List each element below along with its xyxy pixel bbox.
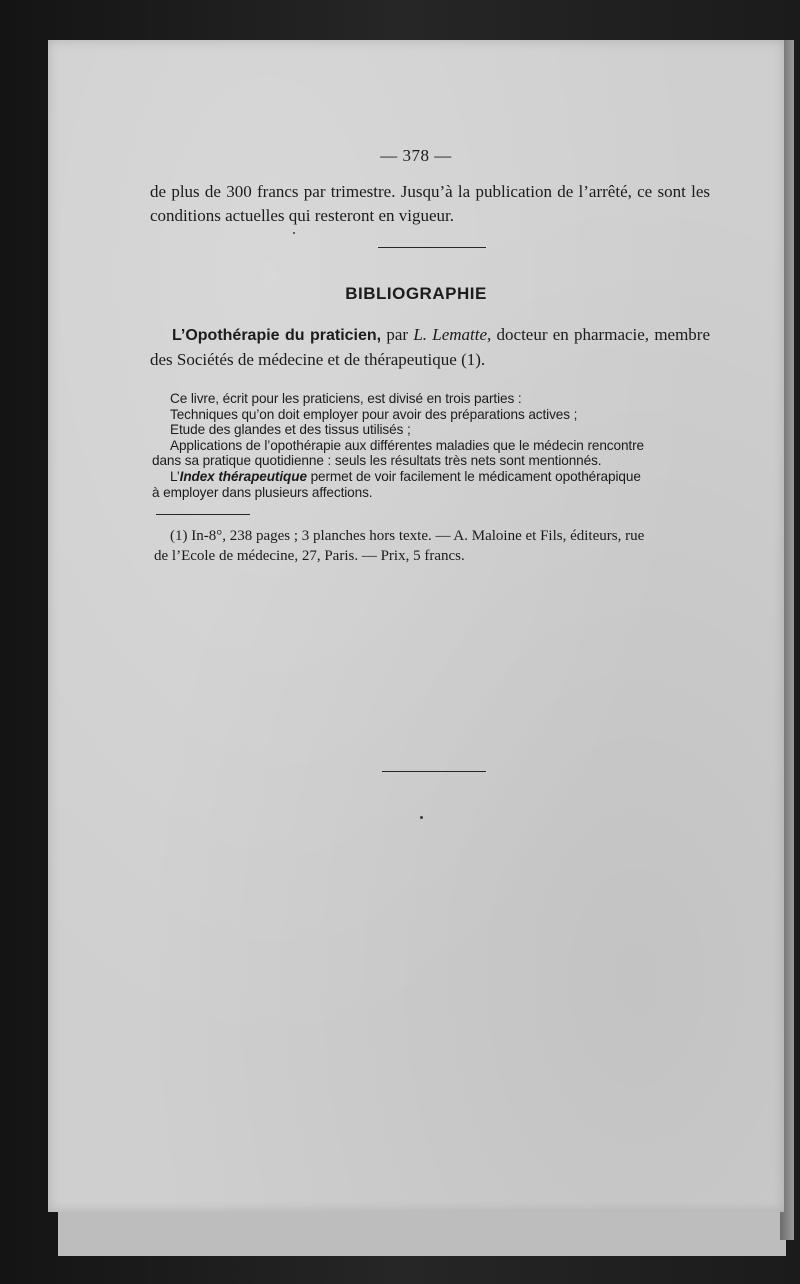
entry-by: par xyxy=(381,325,414,344)
book-title: L’Opothérapie du praticien, xyxy=(172,327,382,344)
paper-speck xyxy=(420,816,423,819)
continuation-line-2: sont les conditions actuelles qui resteront en vigueur. xyxy=(150,182,711,225)
document-page xyxy=(48,40,784,1212)
page-number: — 378 — xyxy=(380,146,452,165)
footnote-line-2: de l’Ecole de médecine, 27, Paris. — Prix, 5 francs. xyxy=(154,548,465,564)
book-review xyxy=(152,391,710,500)
paper-speck xyxy=(293,232,295,234)
review-line-2: Techniques qu’on doit employer pour avoir des préparations actives ; xyxy=(170,406,578,422)
section-title: BIBLIOGRAPHIE xyxy=(345,284,487,303)
book-author: L. Lematte, xyxy=(413,325,492,344)
entry-line-2: membre des Sociétés de médecine et de thérapeutique (1). xyxy=(150,325,711,369)
footnote-line-1: (1) In-8°, 238 pages ; 3 planches hors texte. — A. Maloine et Fils, éditeurs, rue xyxy=(170,528,645,544)
review-line-6 xyxy=(152,469,710,485)
index-therapeutique-title: Index thérapeutique xyxy=(179,468,307,484)
entry-line-1-rest: docteur en pharmacie, xyxy=(491,325,650,344)
review-line-5: dans sa pratique quotidienne : seuls les résultats très nets sont mentionnés. xyxy=(152,453,602,469)
review-line-3: Etude des glandes et des tissus utilisés ; xyxy=(170,422,411,438)
review-line-1: Ce livre, écrit pour les praticiens, est divisé en trois parties : xyxy=(170,391,522,406)
footnote-divider xyxy=(156,514,250,515)
continuation-paragraph xyxy=(150,180,710,228)
review-line-4: Applications de l’opothérapie aux différentes maladies que le médecin rencontre xyxy=(170,437,644,453)
continuation-line-1: de plus de 300 francs par trimestre. Jusqu’à la publication de l’arrêté, ce xyxy=(150,182,653,201)
review-line-6-prefix: L’ xyxy=(170,468,180,484)
review-line-6-rest: permet de voir facilement le médicament opothérapique xyxy=(306,468,641,484)
bibliography-entry xyxy=(150,323,710,372)
footnote xyxy=(154,526,710,566)
review-line-7: à employer dans plusieurs affections. xyxy=(152,484,373,500)
end-divider xyxy=(382,771,486,772)
section-divider xyxy=(378,247,486,248)
